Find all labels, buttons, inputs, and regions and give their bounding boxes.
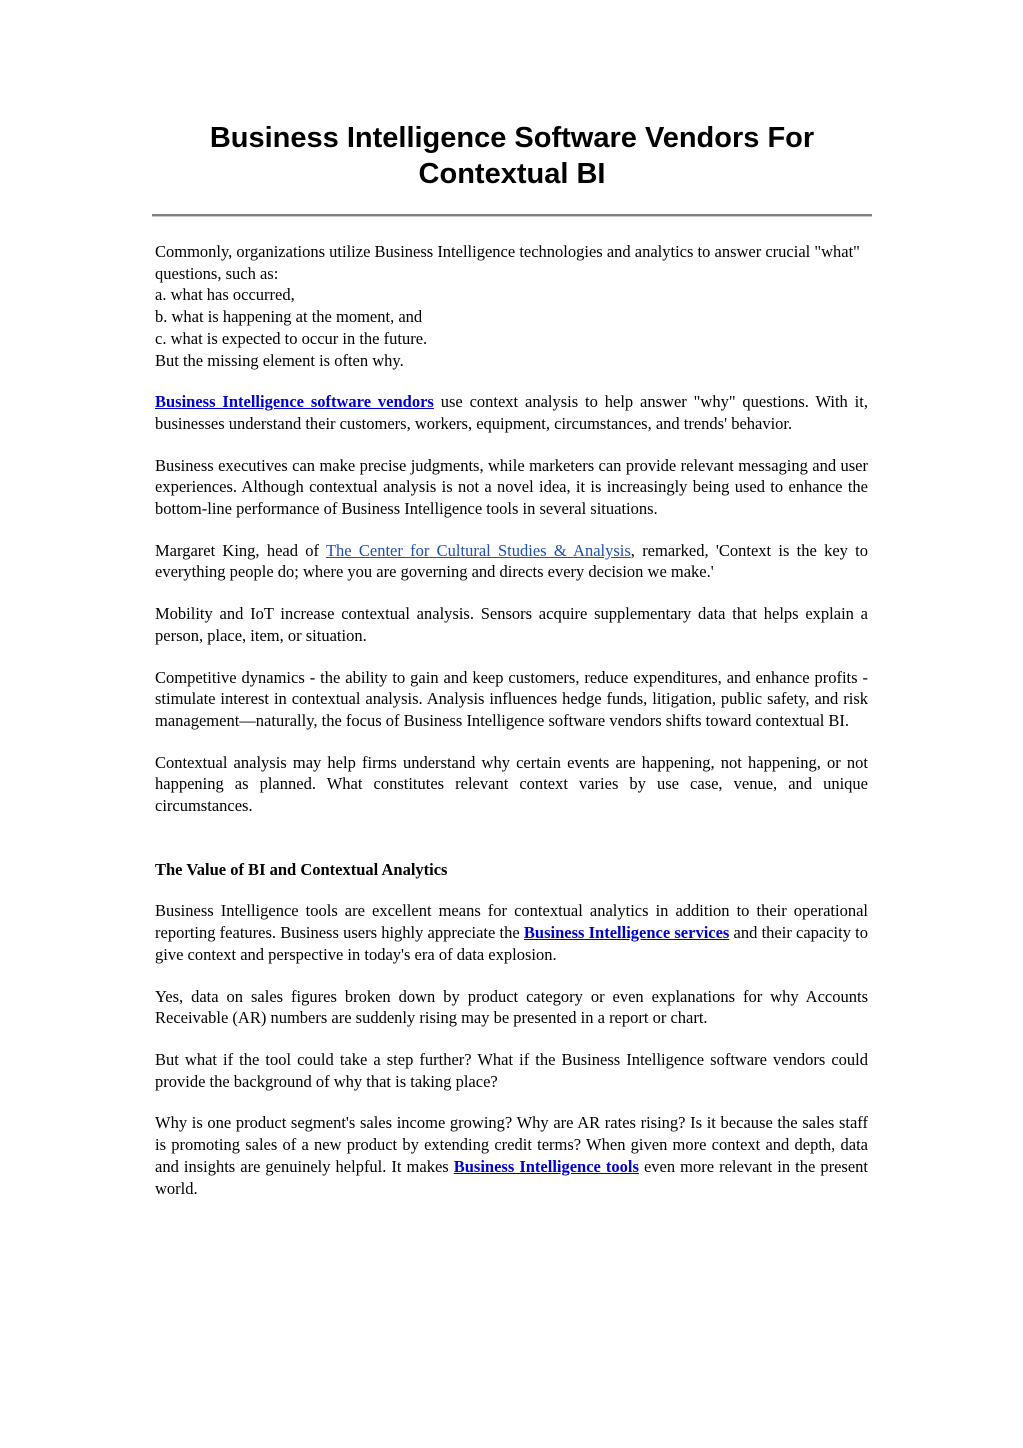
why-paragraph-before: Why is one product segment's sales income growing? Why are AR rates rising? Is it because the sales staff is promoting sales of a new product by extending credit terms? When given more context and depth, data and insights are genuinely helpful. It makes bbox=[155, 1113, 868, 1176]
tools-paragraph-before: Business Intelligence tools are excellent means for contextual analytics in addition to their operational reporting features. Business users highly appreciate the bbox=[155, 901, 868, 943]
title-divider bbox=[152, 214, 872, 217]
cultural-studies-link[interactable]: The Center for Cultural Studies & Analysis bbox=[325, 540, 631, 560]
competitive-paragraph: Competitive dynamics - the ability to gain and keep customers, reduce expenditures, and enhance profits - stimulate interest in contextual analysis. Analysis influences hedge funds, litigation, public safety, and risk management—naturally, the focus of Business Intelligence software vendors shifts toward contextual BI. bbox=[155, 667, 868, 730]
yes-paragraph: Yes, data on sales figures broken down by product category or even explanations for why Accounts Receivable (AR) numbers are suddenly rising may be presented in a report or chart. bbox=[155, 986, 868, 1028]
vendors-paragraph bbox=[155, 391, 868, 434]
king-paragraph bbox=[155, 540, 868, 583]
king-paragraph-after: , remarked, 'Context is the key to everything people do; where you are governing and directs every decision we make.' bbox=[155, 540, 868, 582]
mobility-paragraph: Mobility and IoT increase contextual analysis. Sensors acquire supplementary data that helps explain a person, place, item, or situation. bbox=[155, 604, 868, 645]
executives-paragraph: Business executives can make precise judgments, while marketers can provide relevant messaging and user experiences. Although contextual analysis is not a novel idea, it is increasingly being used to enhance the bottom-line performance of Business Intelligence tools in several situations. bbox=[155, 455, 868, 519]
vendors-paragraph-text: use context analysis to help answer "why" questions. With it, businesses understand their customers, workers, equipment, circumstances, and trends' behavior. bbox=[155, 392, 868, 433]
but-paragraph: But what if the tool could take a step further? What if the Business Intelligence software vendors could provide the background of why that is taking place? bbox=[155, 1049, 868, 1091]
why-paragraph bbox=[155, 1112, 868, 1199]
intro-item-c: c. what is expected to occur in the future. bbox=[155, 328, 428, 348]
article-body bbox=[155, 241, 868, 1219]
intro-text: Commonly, organizations utilize Business Intelligence technologies and analytics to answer crucial "what" questions, such as: bbox=[155, 242, 860, 283]
intro-item-a: a. what has occurred, bbox=[155, 285, 295, 305]
king-paragraph-before: Margaret King, head of bbox=[155, 540, 326, 560]
tools-paragraph-after: and their capacity to give context and perspective in today's era of data explosion. bbox=[155, 923, 868, 964]
bi-software-vendors-link[interactable]: Business Intelligence software vendors bbox=[155, 392, 434, 412]
intro-item-b: b. what is happening at the moment, and bbox=[155, 307, 423, 327]
tools-paragraph bbox=[155, 900, 868, 965]
page-title: Business Intelligence Software Vendors For Contextual BI bbox=[209, 122, 815, 190]
intro-paragraph bbox=[155, 241, 868, 371]
why-paragraph-after: even more relevant in the present world. bbox=[155, 1156, 868, 1198]
bi-tools-link[interactable]: Business Intelligence tools bbox=[453, 1156, 639, 1176]
bi-services-link[interactable]: Business Intelligence services bbox=[523, 923, 730, 943]
section-heading: The Value of BI and Contextual Analytics bbox=[155, 859, 448, 879]
intro-closing: But the missing element is often why. bbox=[155, 350, 404, 370]
contextual-paragraph: Contextual analysis may help firms understand why certain events are happening, not happening, or not happening as planned. What constitutes relevant context varies by use case, venue, and unique circumstances. bbox=[155, 752, 868, 816]
